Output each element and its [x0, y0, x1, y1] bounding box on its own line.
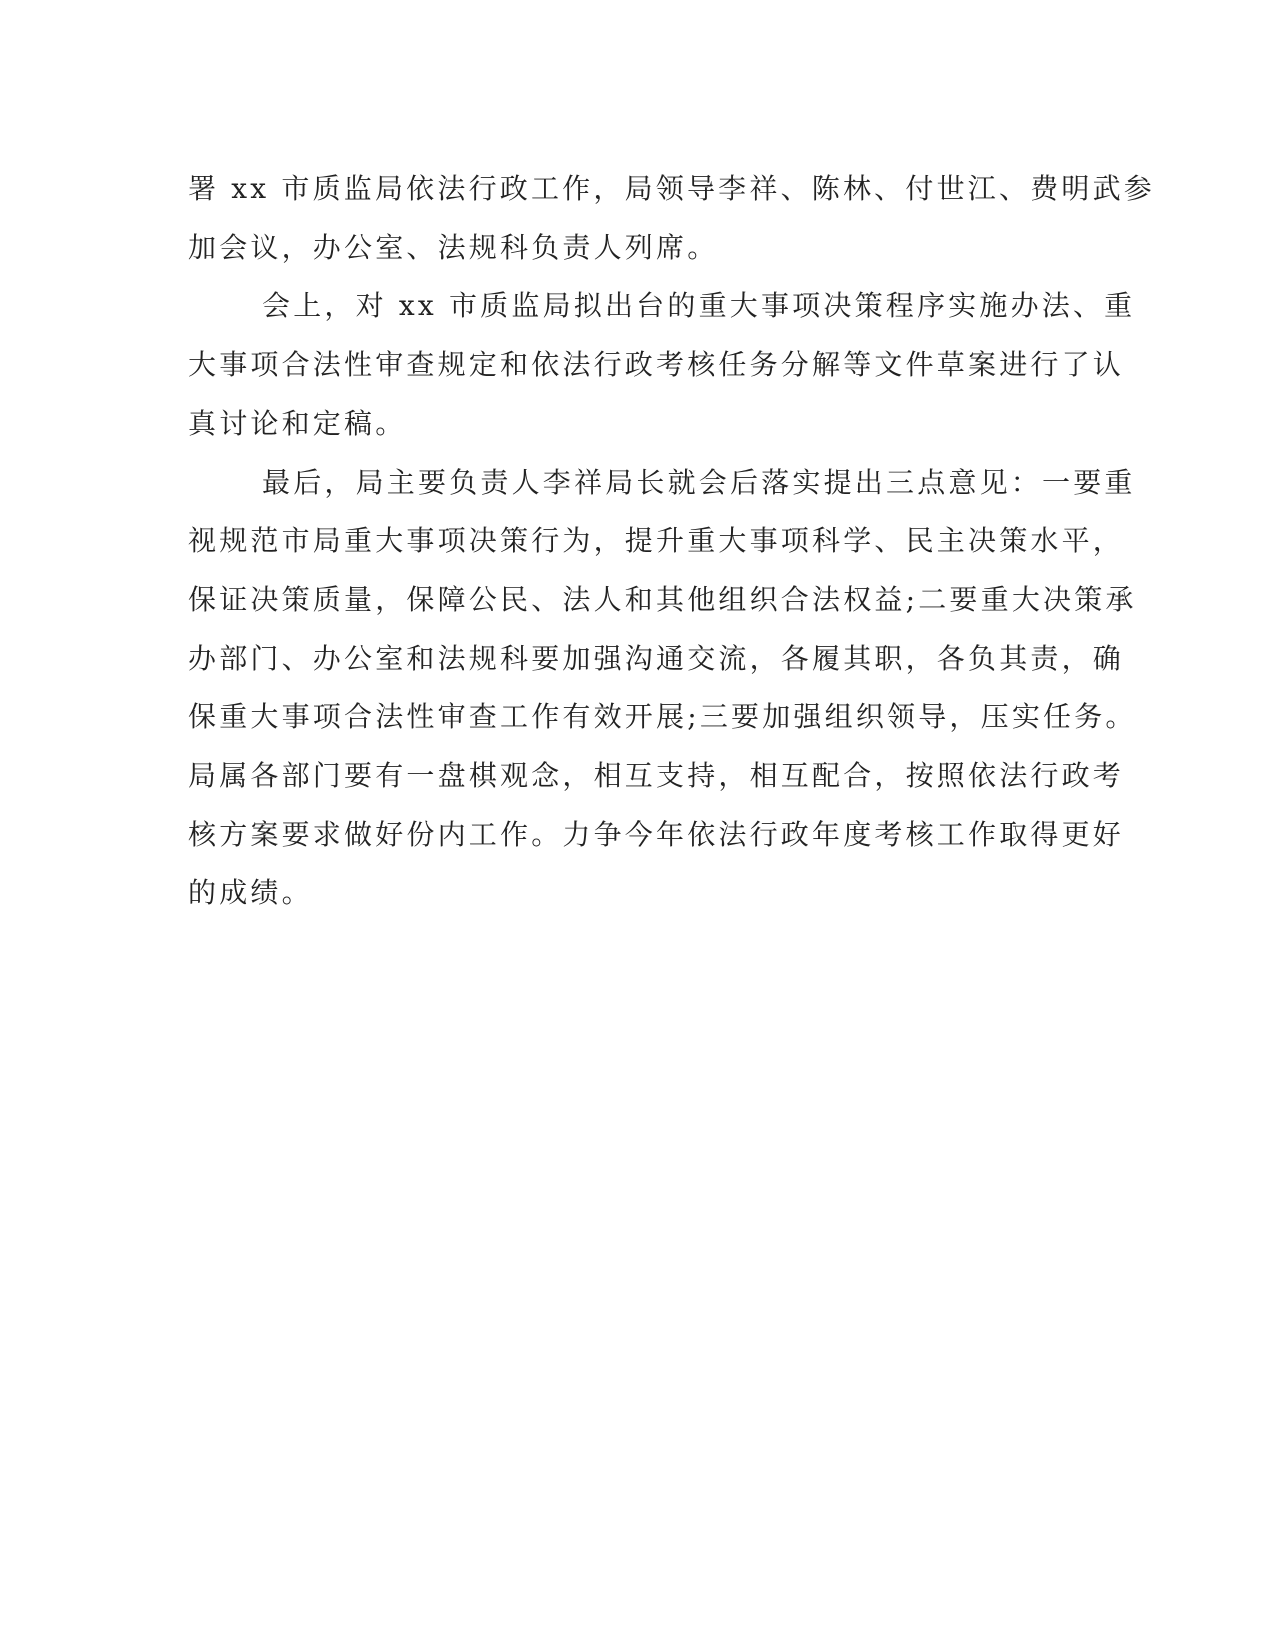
- text-line: 办部门、办公室和法规科要加强沟通交流，各履其职，各负其责，确: [188, 641, 1125, 675]
- text-line: 的成绩。: [188, 876, 313, 910]
- paragraph-3: [188, 454, 1137, 924]
- text-line: 核方案要求做好份内工作。力争今年依法行政年度考核工作取得更好: [188, 817, 1125, 851]
- text-line: 保证决策质量，保障公民、法人和其他组织合法权益;二要重大决策承: [188, 582, 1137, 616]
- text-line: 局属各部门要有一盘棋观念，相互支持，相互配合，按照依法行政考: [188, 759, 1125, 793]
- text-line: 保重大事项合法性审查工作有效开展;三要加强组织领导，压实任务。: [188, 700, 1137, 734]
- paragraph-1: [188, 160, 1155, 277]
- text-line: 视规范市局重大事项决策行为，提升重大事项科学、民主决策水平，: [188, 524, 1125, 558]
- document-body: [188, 160, 1155, 923]
- text-line: 真讨论和定稿。: [188, 406, 407, 440]
- text-line: 加会议，办公室、法规科负责人列席。: [188, 230, 719, 264]
- text-line: 署 xx 市质监局依法行政工作，局领导李祥、陈林、付世江、费明武参: [188, 172, 1155, 205]
- paragraph-2: [188, 277, 1136, 453]
- text-line: 最后，局主要负责人李祥局长就会后落实提出三点意见：一要重: [262, 465, 1136, 499]
- text-line: 大事项合法性审查规定和依法行政考核任务分解等文件草案进行了认: [188, 348, 1125, 382]
- text-line: 会上，对 xx 市质监局拟出台的重大事项决策程序实施办法、重: [262, 289, 1136, 323]
